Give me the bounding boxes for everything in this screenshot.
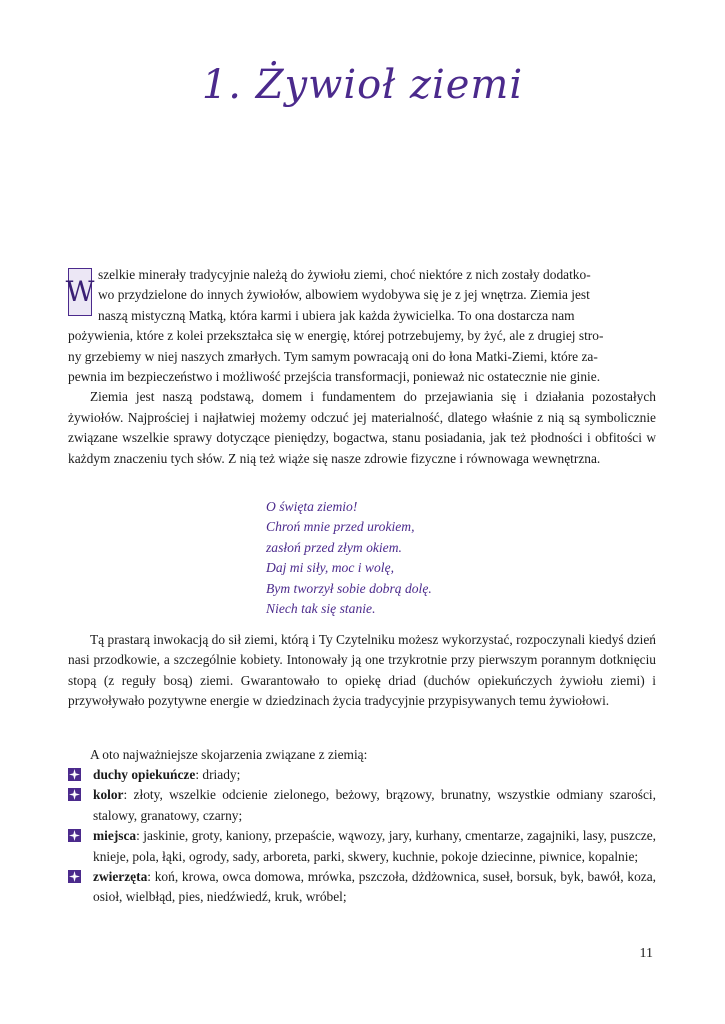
paragraph-1-line: pewnia im bezpieczeństwo i możliwość przejścia transformacji, ponieważ nic ostatecznie nie ginie.: [68, 369, 601, 385]
paragraph-1-line: pożywienia, które z kolei przekształca się w energię, której potrzebujemy, by żyć, ale z drugiej stro-: [68, 328, 604, 344]
invocation-poem: [266, 497, 432, 619]
list-term: zwierzęta: [93, 869, 148, 885]
cross-bullet-icon: [68, 768, 81, 781]
poem-line: O święta ziemio!: [266, 499, 358, 514]
list-text: : driady;: [195, 767, 241, 782]
poem-line: Niech tak się stanie.: [266, 601, 376, 617]
paragraph-2: Ziemia jest naszą podstawą, domem i fundamentem do przejawiania się i działania pozostałych żywiołów. Najprościej i najłatwiej możemy odczuć jej materialność, dlatego właśnie z nią są symbolicznie związane wszelkie sprawy dotyczące pieniędzy, bogactwa, stanu posiadania, jak też płodności i obfitości w każdym znaczeniu tych słów. Z nią też wiąże się nasze zdrowie fizyczne i równowaga wewnętrzna.: [68, 389, 656, 466]
list-text: : koń, krowa, owca domowa, mrówka, pszczoła, dżdżownica, suseł, borsuk, byk, bawół, koza, osioł, wielbłąd, pies, niedźwiedź, kruk, wróbel;: [93, 869, 656, 905]
list-item: [68, 826, 656, 867]
cross-bullet-icon: [68, 870, 81, 883]
list-item: [68, 765, 656, 785]
poem-line: Chroń mnie przed urokiem,: [266, 519, 415, 535]
list-text: : jaskinie, groty, kaniony, przepaście, wąwozy, jary, kurhany, cmentarze, zagajniki, lasy, puszcze, knieje, pola, łąki, ogrody, sady, arboreta, parki, skwery, kuchnie, pokoje dziecinne, piwnice, kopalnie;: [93, 828, 656, 864]
body-text: [65, 265, 656, 469]
cross-bullet-icon: [68, 829, 81, 842]
list-item: [68, 867, 656, 908]
paragraph-1-line: szelkie minerały tradycyjnie należą do żywiołu ziemi, choć niektóre z nich zostały dodatko-: [98, 267, 591, 282]
page-number: 11: [639, 946, 653, 961]
list-term: kolor: [93, 787, 124, 803]
paragraph-1-line: ny grzebiemy w niej naszych zmarłych. Tym samym powracają oni do łona Matki-Ziemi, które za-: [68, 348, 598, 364]
associations-list: [68, 765, 656, 908]
list-text: : złoty, wszelkie odcienie zielonego, beżowy, brązowy, brunatny, wszystkie odmiany szarości, stalowy, granatowy, czarny;: [93, 787, 656, 823]
drop-cap: W: [68, 268, 92, 316]
paragraph-1-line: wo przydzielone do innych żywiołów, albowiem wydobywa się je z jej wnętrza. Ziemia jest: [98, 287, 590, 303]
poem-line: zasłoń przed złym okiem.: [266, 539, 402, 555]
cross-bullet-icon: [68, 788, 81, 801]
poem-line: Bym tworzył sobie dobrą dolę.: [266, 580, 432, 596]
list-item: [68, 785, 656, 826]
paragraph-1-line: naszą mistyczną Matką, która karmi i ubiera jak każda żywicielka. To ona dostarcza nam: [98, 307, 575, 323]
paragraph-1: [65, 265, 656, 387]
list-intro: A oto najważniejsze skojarzenia związane z ziemią:: [90, 747, 368, 762]
list-term: miejsca: [93, 828, 137, 844]
paragraph-3: Tą prastarą inwokacją do sił ziemi, którą i Ty Czytelniku możesz wykorzystać, rozpoczynali kiedyś dzień nasi przodkowie, a szczególnie kobiety. Intonowały ją one trzykrotnie przy pierwszym porannym dotknięciu stopą (z reguły bosą) ziemi. Gwarantowało to opiekę driad (duchów opiekuńczych żywiołu ziemi) i przywoływało pozytywne energie w dziedzinach życia tradycyjnie przypisywanych temu żywiołowi.: [68, 632, 656, 709]
paragraph-3-block: [68, 630, 656, 712]
list-term: duchy opiekuńcze: [93, 767, 196, 782]
poem-line: Daj mi siły, moc i wolę,: [266, 560, 394, 576]
chapter-title: 1. Żywioł ziemi: [201, 62, 524, 108]
